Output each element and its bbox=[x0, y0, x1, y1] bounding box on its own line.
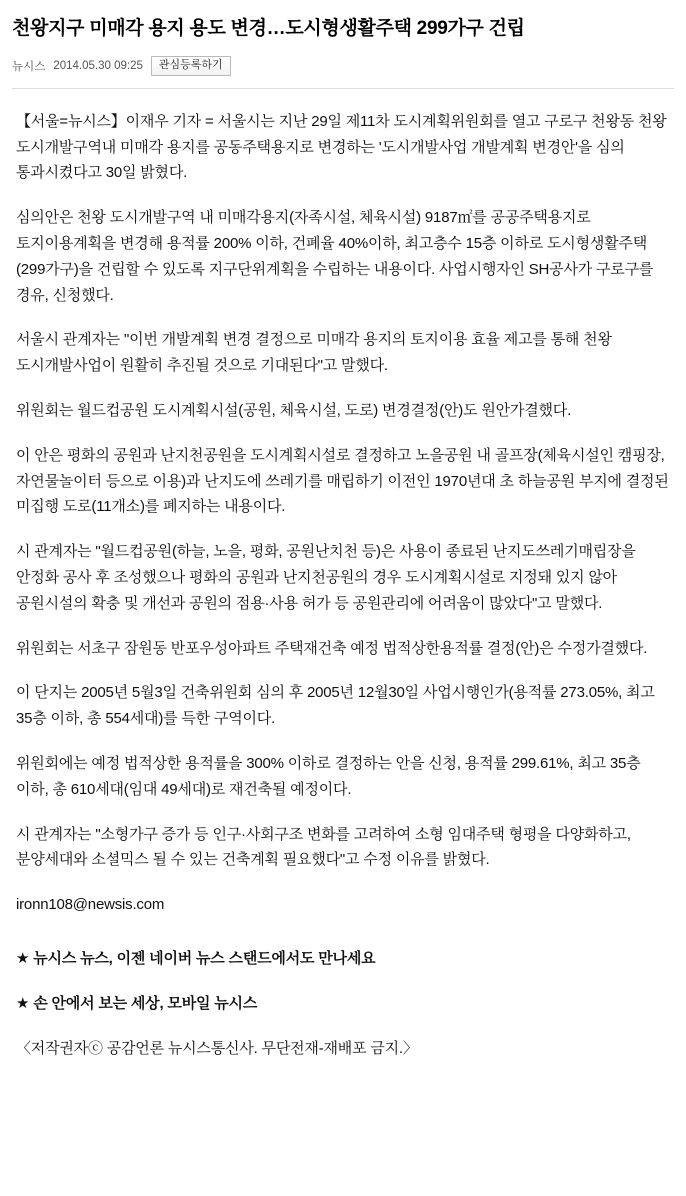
copyright-notice: 〈저작권자ⓒ 공감언론 뉴시스통신사. 무단전재-재배포 금지.〉 bbox=[16, 1039, 418, 1057]
subscribe-button[interactable]: 관심등록하기 bbox=[151, 56, 231, 76]
article-paragraph: 시 관계자는 "월드컵공원(하늘, 노을, 평화, 공원난치천 등)은 사용이 종료된 난지도쓰레기매립장을 안정화 공사 후 조성했으나 평화의 공원과 난지천공원의 경우 도시계획시설로 지정돼 있지 않아 공원시설의 확충 및 개선과 공원의 점용·사용 허가 등 공원관리에 어려움이 많았다"고 말했다. bbox=[16, 543, 636, 612]
page-title: 천왕지구 미매각 용지 용도 변경…도시형생활주택 299가구 건립 bbox=[12, 18, 525, 39]
article-paragraph: 이 단지는 2005년 5월3일 건축위원회 심의 후 2005년 12월30일 사업시행인가(용적률 273.05%, 최고 35층 이하, 총 554세대)를 득한 구역이다. bbox=[16, 684, 655, 728]
header-divider bbox=[12, 88, 674, 89]
promo-line[interactable] bbox=[16, 991, 670, 1017]
promo-text: 뉴시스 뉴스, 이젠 네이버 뉴스 스탠드에서도 만나세요 bbox=[33, 949, 376, 967]
article-paragraph: 시 관계자는 "소형가구 증가 등 인구·사회구조 변화를 고려하여 소형 임대주택 형평을 다양화하고, 분양세대와 소셜믹스 될 수 있는 건축계획 필요했다"고 수정 이유를 밝혔다. bbox=[16, 825, 631, 869]
promo-line[interactable] bbox=[16, 946, 670, 972]
article-paragraph: 위원회에는 예정 법적상한 용적률을 300% 이하로 결정하는 안을 신청, 용적률 299.61%, 최고 35층 이하, 총 610세대(임대 49세대)로 재건축될 예정이다. bbox=[16, 754, 641, 798]
article-paragraph: 서울시 관계자는 "이번 개발계획 변경 결정으로 미매각 용지의 토지이용 효율 제고를 통해 천왕 도시개발사업이 원활히 추진될 것으로 기대된다"고 말했다. bbox=[16, 331, 612, 375]
article-body bbox=[10, 109, 676, 1062]
reporter-email[interactable]: ironn108@newsis.com bbox=[16, 896, 165, 914]
meta-date: 2014.05.30 09:25 bbox=[53, 59, 143, 72]
article-paragraph: 위원회는 월드컵공원 도시계획시설(공원, 체육시설, 도로) 변경결정(안)도 원안가결했다. bbox=[16, 402, 572, 419]
article-paragraph: 이 안은 평화의 공원과 난지천공원을 도시계획시설로 결정하고 노을공원 내 골프장(체육시설인 캠핑장, 자연물놀이터 등으로 이용)과 난지도에 쓰레기를 매립하기 이전인 1970년대 초 하늘공원 부지에 결정된 미집행 도로(11개소)를 폐지하는 내용이다. bbox=[16, 446, 669, 516]
star-icon: ★ bbox=[16, 949, 30, 967]
article-paragraph: 위원회는 서초구 잠원동 반포우성아파트 주택재건축 예정 법적상한용적률 결정(안)은 수정가결했다. bbox=[16, 639, 648, 657]
article-paragraph: 【서울=뉴시스】이재우 기자 = 서울시는 지난 29일 제11차 도시계획위원회를 열고 구로구 천왕동 천왕 도시개발구역내 미매각 용지를 공동주택용지로 변경하는 '도시개발사업 개발계획 변경안'을 심의 통과시켰다고 30일 밝혔다. bbox=[16, 112, 667, 182]
meta-source: 뉴시스 bbox=[12, 60, 46, 73]
promo-text: 손 안에서 보는 세상, 모바일 뉴시스 bbox=[33, 994, 258, 1012]
article-paragraph: 심의안은 천왕 도시개발구역 내 미매각용지(자족시설, 체육시설) 9187㎡를 공공주택용지로 토지이용계획을 변경해 용적률 200% 이하, 건폐율 40%이하, 최고층수 15층 이하로 도시형생활주택(299가구)을 건립할 수 있도록 지구단위계획을 수립하는 내용이다. 사업시행자인 SH공사가 구로구를 경유, 신청했다. bbox=[16, 209, 654, 304]
star-icon: ★ bbox=[16, 994, 30, 1012]
article-meta bbox=[10, 56, 676, 76]
